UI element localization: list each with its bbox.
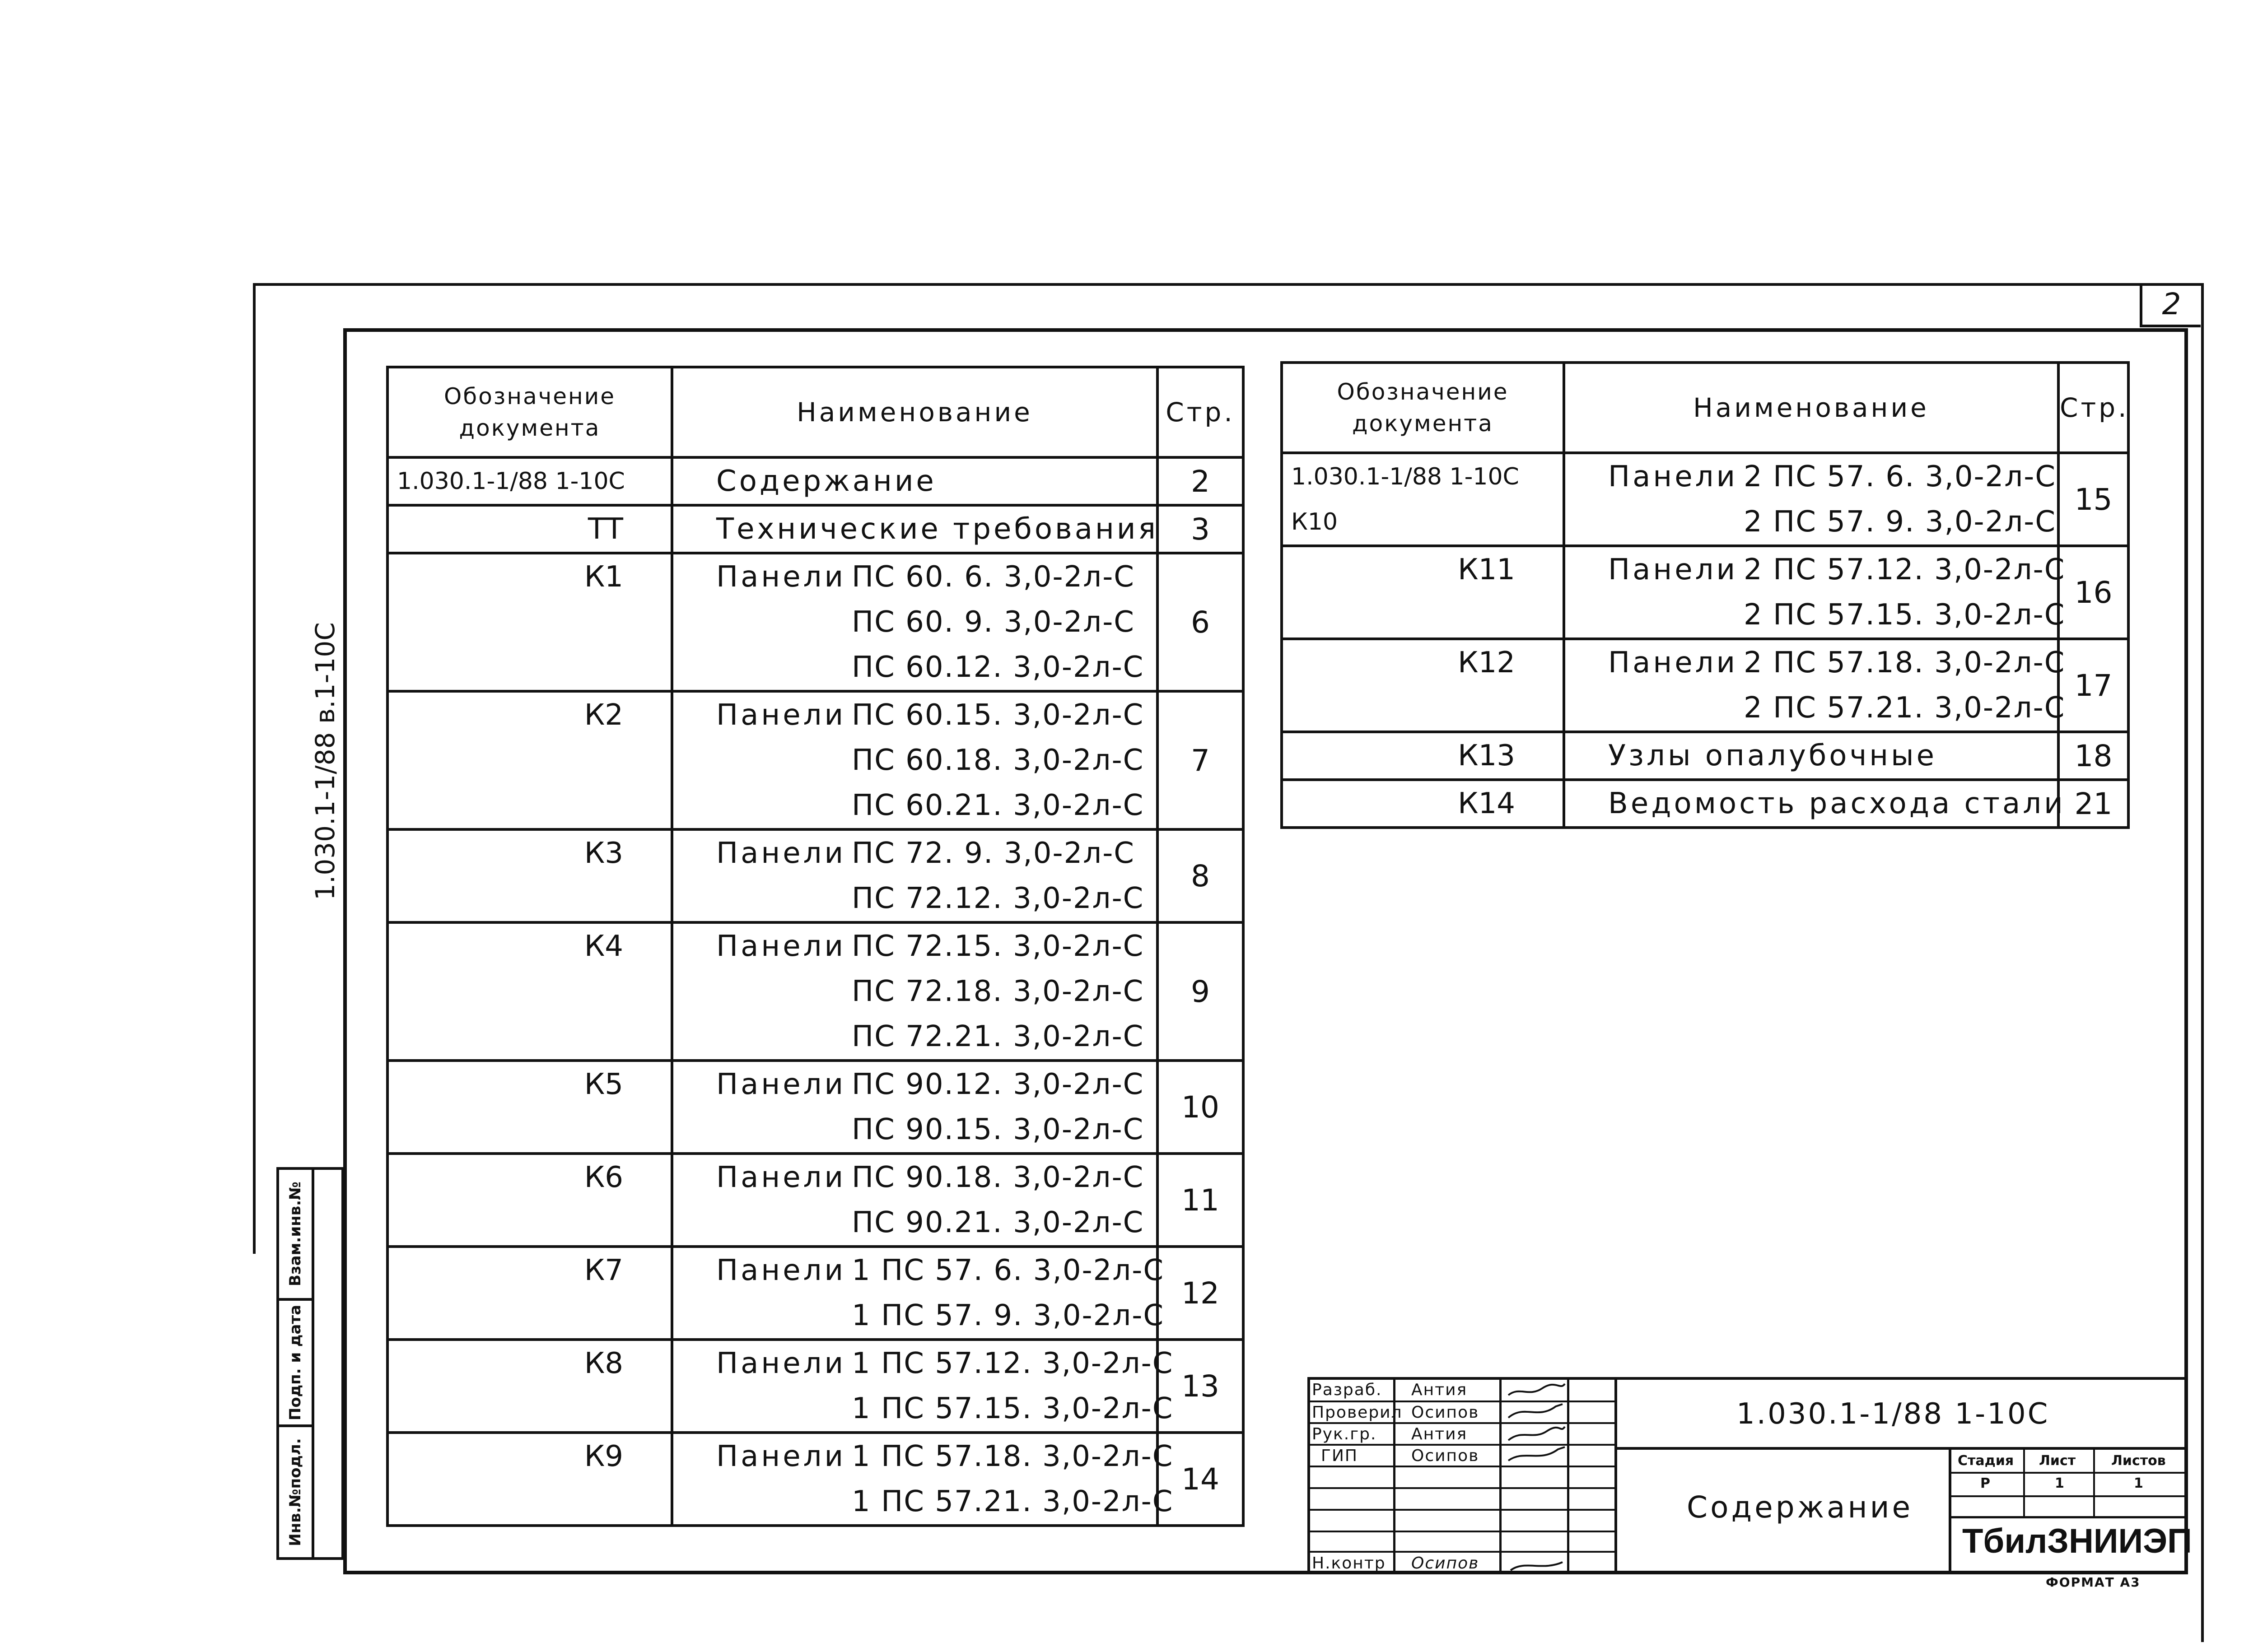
side-stamp-cell-inv — [279, 1427, 312, 1560]
table-row — [387, 505, 1243, 553]
name-line — [716, 1107, 1156, 1152]
document-name — [1564, 453, 2058, 546]
side-document-code — [307, 622, 343, 903]
name-line — [716, 1293, 1165, 1338]
document-designation: К13 — [1282, 732, 1564, 780]
name-line — [1608, 454, 2057, 499]
page-number: 2 — [1157, 457, 1243, 505]
table-row — [1282, 780, 2128, 828]
name-line — [716, 1155, 1156, 1200]
item-label: Панели — [716, 1254, 846, 1287]
name-line — [716, 645, 1156, 690]
document-name — [672, 1061, 1157, 1154]
side-document-code-text: 1.030.1-1/88 в.1-10С — [310, 622, 341, 900]
document-designation: К9 — [387, 1433, 672, 1526]
name-line — [1608, 733, 2057, 778]
item-label: Панели — [716, 1440, 846, 1473]
tb-stage-col — [2023, 1447, 2025, 1517]
name-line — [716, 876, 1156, 921]
item-label: Узлы опалубочные — [1608, 739, 1937, 772]
tb-org-row — [1949, 1516, 2188, 1518]
panel-mark: 2 ПС 57.12. 3,0-2л-С — [1744, 553, 2066, 586]
item-label: Технические требования — [716, 512, 1158, 546]
title-block — [1307, 1377, 2192, 1574]
page-number: 17 — [2058, 639, 2128, 732]
name-norm-control: Осипов — [1411, 1554, 1479, 1573]
panel-mark: ПС 72.15. 3,0-2л-С — [852, 930, 1144, 963]
document-name — [1564, 732, 2058, 780]
side-stamp-cell-replace — [279, 1170, 312, 1301]
panel-mark: 2 ПС 57.18. 3,0-2л-С — [1744, 646, 2066, 679]
role-norm-control: Н.контр — [1312, 1554, 1386, 1573]
item-label: Панели — [716, 560, 846, 594]
panel-mark: 2 ПС 57. 6. 3,0-2л-С — [1744, 460, 2057, 493]
name-line — [716, 693, 1156, 738]
contents-table-right — [1280, 361, 2130, 829]
name-developer: Антия — [1411, 1381, 1468, 1399]
table-row — [1282, 546, 2128, 639]
table-row — [1282, 453, 2128, 546]
panel-mark: ПС 60. 6. 3,0-2л-С — [852, 560, 1135, 594]
name-line — [716, 1386, 1174, 1431]
panel-mark: 2 ПС 57. 9. 3,0-2л-С — [1744, 505, 2057, 539]
page-number: 3 — [1157, 505, 1243, 553]
name-line — [1608, 499, 2057, 544]
tb-top-line — [1307, 1377, 2188, 1380]
document-designation: К14 — [1282, 780, 1564, 828]
name-line — [716, 783, 1156, 828]
tb-left-line — [1307, 1377, 1310, 1574]
header-name: Наименование — [672, 367, 1157, 457]
panel-mark: ПС 60. 9. 3,0-2л-С — [852, 605, 1135, 639]
item-label: Панели — [716, 930, 846, 963]
sheet-number: 2 — [2140, 284, 2201, 327]
panel-mark: ПС 72.18. 3,0-2л-С — [852, 975, 1144, 1008]
document-name — [672, 505, 1157, 553]
document-name — [1564, 780, 2066, 828]
table-row — [387, 922, 1243, 1061]
name-line — [1608, 640, 2066, 685]
page-number: 18 — [2058, 732, 2128, 780]
document-designation: ТТ — [387, 505, 672, 553]
document-designation: 1.030.1-1/88 1-10С — [387, 457, 672, 505]
page-number: 8 — [1157, 829, 1243, 922]
item-label: Панели — [716, 698, 846, 732]
panel-mark: 1 ПС 57.21. 3,0-2л-С — [852, 1485, 1174, 1518]
name-line — [1608, 592, 2066, 638]
left-margin-line — [253, 283, 256, 1254]
organization-name: ТбилЗНИИЭП — [1962, 1522, 2192, 1560]
panel-mark: ПС 60.15. 3,0-2л-С — [852, 698, 1144, 732]
table-row — [387, 1061, 1243, 1154]
tb-col-line — [1614, 1377, 1617, 1574]
document-designation: К4 — [387, 922, 672, 1061]
side-stamp — [276, 1167, 344, 1560]
table-row — [387, 1433, 1243, 1526]
document-designation: К5 — [387, 1061, 672, 1154]
document-designation: К7 — [387, 1247, 672, 1340]
item-label: Панели — [1608, 460, 1738, 493]
side-stamp-label: Взам.инв.№ — [286, 1182, 304, 1286]
document-designation: К3 — [387, 829, 672, 922]
tb-stage-divider — [1949, 1447, 1951, 1574]
page-number: 14 — [1157, 1433, 1243, 1526]
page-number: 10 — [1157, 1061, 1243, 1154]
sheets-label: Листов — [2111, 1453, 2166, 1469]
sheet-value: 1 — [2055, 1475, 2064, 1491]
document-designation: К6 — [387, 1154, 672, 1247]
panel-mark: ПС 72.21. 3,0-2л-С — [852, 1020, 1144, 1053]
side-stamp-label: Подп. и дата — [286, 1304, 304, 1421]
document-designation: 1.030.1-1/88 1-10С К10 — [1282, 453, 1564, 546]
document-name — [672, 1433, 1174, 1526]
name-chief-engineer: Осипов — [1411, 1447, 1479, 1465]
panel-mark: ПС 60.12. 3,0-2л-С — [852, 651, 1144, 684]
role-group-lead: Рук.гр. — [1312, 1425, 1377, 1443]
document-name — [672, 1247, 1165, 1340]
signatures — [1502, 1377, 1569, 1574]
panel-mark: 2 ПС 57.15. 3,0-2л-С — [1744, 598, 2066, 632]
document-name — [672, 829, 1157, 922]
page-number: 6 — [1157, 553, 1243, 691]
role-chief-engineer: ГИП — [1321, 1447, 1358, 1465]
page-number: 15 — [2058, 453, 2128, 546]
page-number: 21 — [2058, 780, 2128, 828]
name-line — [716, 969, 1156, 1014]
panel-mark: ПС 60.18. 3,0-2л-С — [852, 744, 1144, 777]
header-designation: Обозначение документа — [1282, 363, 1564, 453]
header-designation: Обозначение документа — [387, 367, 672, 457]
panel-mark: 1 ПС 57.15. 3,0-2л-С — [852, 1392, 1174, 1425]
sheet-label: Лист — [2039, 1453, 2076, 1469]
page-number: 11 — [1157, 1154, 1243, 1247]
table-row — [387, 457, 1243, 505]
table-row — [387, 1340, 1243, 1433]
name-group-lead: Антия — [1411, 1425, 1468, 1443]
name-line — [716, 459, 1156, 504]
header-name: Наименование — [1564, 363, 2058, 453]
document-name — [672, 922, 1157, 1061]
panel-mark: ПС 90.15. 3,0-2л-С — [852, 1113, 1144, 1146]
name-line — [716, 600, 1156, 645]
page-number: 9 — [1157, 922, 1243, 1061]
header-page: Стр. — [1157, 367, 1243, 457]
document-name — [672, 1340, 1174, 1433]
document-name — [672, 691, 1157, 829]
item-label: Ведомость расхода стали — [1608, 787, 2066, 820]
name-line — [716, 1014, 1156, 1059]
name-line — [716, 1062, 1156, 1107]
panel-mark: ПС 60.21. 3,0-2л-С — [852, 789, 1144, 822]
page-number: 13 — [1157, 1340, 1243, 1433]
panel-mark: ПС 90.18. 3,0-2л-С — [852, 1161, 1144, 1194]
table-row — [1282, 732, 2128, 780]
panel-mark: 2 ПС 57.21. 3,0-2л-С — [1744, 691, 2066, 725]
name-line — [1608, 685, 2066, 731]
name-line — [716, 554, 1156, 600]
stage-label: Стадия — [1958, 1453, 2014, 1469]
table-row — [387, 829, 1243, 922]
table-row — [387, 553, 1243, 691]
item-label: Панели — [716, 837, 846, 870]
document-designation: К12 — [1282, 639, 1564, 732]
item-label: Панели — [716, 1347, 846, 1380]
page-number: 16 — [2058, 546, 2128, 639]
name-line — [716, 1434, 1174, 1479]
document-title: Содержание — [1687, 1490, 1913, 1525]
panel-mark: 1 ПС 57.12. 3,0-2л-С — [852, 1347, 1174, 1380]
tb-stage-row — [1949, 1495, 2188, 1497]
page-number: 12 — [1157, 1247, 1243, 1340]
name-line — [716, 924, 1156, 969]
item-label: Панели — [1608, 553, 1738, 586]
stage-value: Р — [1980, 1475, 1990, 1491]
tb-stage-col — [2093, 1447, 2095, 1517]
document-code: 1.030.1-1/88 1-10С — [1736, 1397, 2050, 1431]
side-stamp-label: Инв.№подл. — [286, 1438, 304, 1546]
document-name — [1564, 546, 2066, 639]
document-designation: К2 — [387, 691, 672, 829]
contents-table-left — [386, 366, 1245, 1527]
panel-mark: ПС 72.12. 3,0-2л-С — [852, 882, 1144, 915]
tb-code-divider — [1614, 1447, 2188, 1450]
table-row — [387, 1247, 1243, 1340]
item-label: Панели — [1608, 646, 1738, 679]
name-line — [1608, 547, 2066, 592]
table-row — [1282, 639, 2128, 732]
sheets-value: 1 — [2134, 1475, 2143, 1491]
panel-mark: 1 ПС 57.18. 3,0-2л-С — [852, 1440, 1174, 1473]
side-stamp-cell-sign — [279, 1301, 312, 1427]
sheet-format: ФОРМАТ А3 — [2046, 1575, 2141, 1590]
name-line — [716, 831, 1156, 876]
table-row — [387, 1154, 1243, 1247]
panel-mark: 1 ПС 57. 9. 3,0-2л-С — [852, 1299, 1165, 1332]
document-name — [1564, 639, 2066, 732]
panel-mark: ПС 90.21. 3,0-2л-С — [852, 1206, 1144, 1239]
panel-mark: ПС 90.12. 3,0-2л-С — [852, 1068, 1144, 1101]
panel-mark: 1 ПС 57. 6. 3,0-2л-С — [852, 1254, 1165, 1287]
side-stamp-divider — [312, 1170, 314, 1557]
name-line — [716, 1341, 1174, 1386]
document-name — [672, 457, 1157, 505]
name-line — [716, 1479, 1174, 1524]
item-label: Панели — [716, 1068, 846, 1101]
role-checker: Проверил — [1312, 1403, 1403, 1422]
name-line — [716, 1200, 1156, 1245]
panel-mark: ПС 72. 9. 3,0-2л-С — [852, 837, 1135, 870]
item-label: Содержание — [716, 465, 937, 498]
name-line — [716, 738, 1156, 783]
tb-stage-row — [1949, 1472, 2188, 1474]
document-designation: К1 — [387, 553, 672, 691]
document-name — [672, 1154, 1157, 1247]
name-line — [716, 507, 1156, 552]
item-label: Панели — [716, 1161, 846, 1194]
header-page: Стр. — [2058, 363, 2128, 453]
name-checker: Осипов — [1411, 1403, 1479, 1422]
name-line — [716, 1248, 1165, 1293]
page-number: 7 — [1157, 691, 1243, 829]
name-line — [1608, 781, 2066, 826]
document-designation: К11 — [1282, 546, 1564, 639]
table-row — [387, 691, 1243, 829]
document-name — [672, 553, 1157, 691]
document-designation: К8 — [387, 1340, 672, 1433]
role-developer: Разраб. — [1312, 1381, 1382, 1399]
